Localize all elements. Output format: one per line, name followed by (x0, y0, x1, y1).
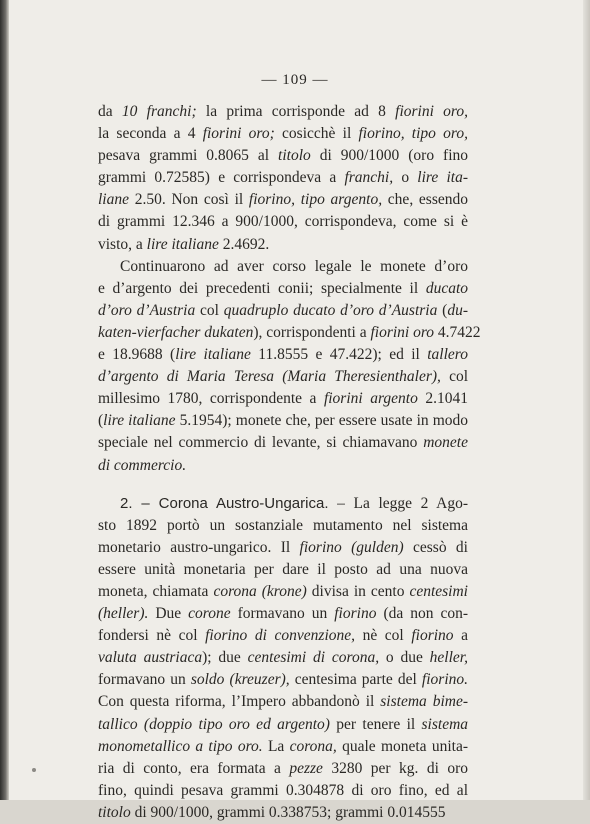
italic-term: pezze (289, 759, 323, 777)
italic-term: corone (188, 605, 231, 623)
text-line: visto, a lire italiane 2.4692. (98, 235, 270, 253)
italic-term: fiorino, tipo argento, (248, 191, 383, 209)
text-line: 2. – Corona Austro-Ungarica. – La legge 2 Ago- (120, 494, 468, 512)
text-line: d’oro d’Austria col quadruplo ducato d’oro d’Austria (du- (98, 301, 468, 319)
italic-term: fiorino. (421, 671, 468, 689)
italic-term: fiorini argento (323, 390, 418, 408)
section-gap (98, 477, 468, 493)
text-line: monometallico a tipo oro. La corona, quale moneta unita- (98, 737, 468, 755)
italic-term: monometallico a tipo oro. (98, 737, 263, 755)
section-paragraph (98, 493, 468, 824)
italic-term: ducato (425, 279, 468, 297)
italic-term: heller, (429, 649, 468, 667)
italic-term: titolo (278, 147, 311, 165)
italic-term: quadruplo ducato d’oro d’Austria (223, 301, 438, 319)
italic-term: fiorini oro; (202, 125, 275, 143)
page-number: — 109 — (261, 72, 329, 88)
italic-term: fiorino (gulden) (299, 538, 404, 556)
text-line: di grammi 12.346 a 900/1000, corrispondeva, come si è (98, 213, 468, 231)
italic-term: katen-vierfacher dukaten (98, 323, 254, 341)
text-line: monetario austro-ungarico. Il fiorino (gulden) cessò di (98, 538, 468, 556)
italic-term: valuta austriaca (98, 649, 203, 667)
text-line: katen-vierfacher dukaten), corrispondenti a fiorini oro 4.7422 (98, 323, 481, 341)
italic-term: 10 franchi; (121, 103, 197, 120)
text-line: (lire italiane 5.1954); monete che, per essere usate in modo (98, 412, 468, 430)
text-line: Con questa riforma, l’Impero abbandonò il sistema bime- (98, 693, 468, 711)
page-binding-shadow (0, 0, 9, 800)
text-line: Continuarono ad aver corso legale le monete d’oro (120, 257, 468, 275)
italic-term: du- (447, 301, 468, 319)
text-line: tallico (doppio tipo oro ed argento) per tenere il sistema (98, 715, 469, 733)
text-line: (heller). Due corone formavano un fiorino (da non con- (98, 605, 469, 623)
text-line: e 18.9688 (lire italiane 11.8555 e 47.422); ed il tallero (98, 346, 469, 364)
text-line: la seconda a 4 fiorini oro; cosicchè il fiorino, tipo oro, (98, 125, 468, 143)
text-line: speciale nel commercio di levante, si chiamavano monete (98, 434, 468, 452)
italic-term: sistema (421, 715, 469, 733)
italic-term: tallico (doppio tipo oro ed argento) (98, 715, 330, 733)
italic-term: centesimi di corona, (247, 649, 380, 667)
text-line: valuta austriaca); due centesimi di corona, o due heller, (98, 649, 468, 667)
text-line: d’argento di Maria Teresa (Maria Theresienthaler), col (98, 368, 469, 386)
italic-term: lire ita- (417, 169, 468, 187)
italic-term: fiorino, tipo oro, (358, 125, 468, 143)
text-line (98, 455, 468, 477)
text-line: sto 1892 portò un sostanziale mutamento nel sistema (98, 516, 468, 534)
italic-term: (heller). (98, 605, 149, 623)
italic-term: liane (98, 191, 129, 209)
text-line: liane 2.50. Non così il fiorino, tipo argento, che, essendo (98, 191, 468, 209)
italic-term: lire italiane (146, 235, 219, 253)
text-line: titolo di 900/1000, grammi 0.338753; grammi 0.014555 (98, 803, 446, 821)
page-edge (583, 0, 590, 800)
italic-term: lire italiane (103, 412, 176, 430)
text-line: formavano un soldo (kreuzer), centesima parte del fiorino. (98, 671, 468, 689)
italic-term: fiorino di convenzione, (205, 627, 356, 645)
paragraph (98, 256, 481, 477)
italic-term: sistema bime- (380, 693, 468, 711)
text-line: ria di conto, era formata a pezze 3280 per kg. di oro (98, 759, 468, 777)
italic-term: titolo (98, 803, 131, 821)
text-line: fondersi nè col fiorino di convenzione, nè col fiorino a (98, 627, 468, 645)
text-line: fino, quindi pesava grammi 0.304878 di oro fino, ed al (98, 781, 468, 799)
text-line: pesava grammi 0.8065 al titolo di 900/1000 (oro fino (98, 147, 468, 165)
italic-term: tallero (427, 346, 469, 364)
italic-term: fiorini oro, (395, 103, 469, 120)
body-text (98, 101, 481, 824)
text-line: moneta, chiamata corona (krone) divisa in cento centesimi (98, 582, 468, 600)
text-line: e d’argento dei precedenti conii; specialmente il ducato (98, 279, 468, 297)
text-line: grammi 0.72585) e corrispondeva a franchi, o lire ita- (98, 169, 468, 187)
italic-term: franchi, (344, 169, 394, 187)
italic-term: lire italiane (175, 346, 251, 364)
italic-term: monete (423, 434, 468, 452)
text-line: millesimo 1780, corrispondente a fiorini argento 2.1041 (98, 390, 468, 408)
italic-term: di commercio. (98, 456, 187, 474)
italic-term: soldo (kreuzer), (190, 671, 290, 689)
italic-term: d’argento di Maria Teresa (Maria Theresienthaler), (98, 368, 441, 386)
italic-term: d’oro d’Austria (98, 301, 196, 319)
italic-term: corona, (289, 737, 337, 755)
italic-term: fiorini oro (370, 323, 435, 341)
text-line: da 10 franchi; la prima corrisponde ad 8 fiorini oro, (98, 103, 469, 120)
text-line: essere unità monetaria per dare il posto ad una nuova (98, 560, 468, 578)
italic-term: fiorino (334, 605, 377, 623)
paragraph (98, 101, 468, 256)
italic-term: fiorino (411, 627, 454, 645)
paper-speck (32, 768, 36, 772)
italic-term: corona (krone) (213, 582, 307, 600)
section-heading: 2. – Corona Austro-Ungarica. (120, 494, 329, 512)
italic-term: centesimi (409, 582, 468, 600)
